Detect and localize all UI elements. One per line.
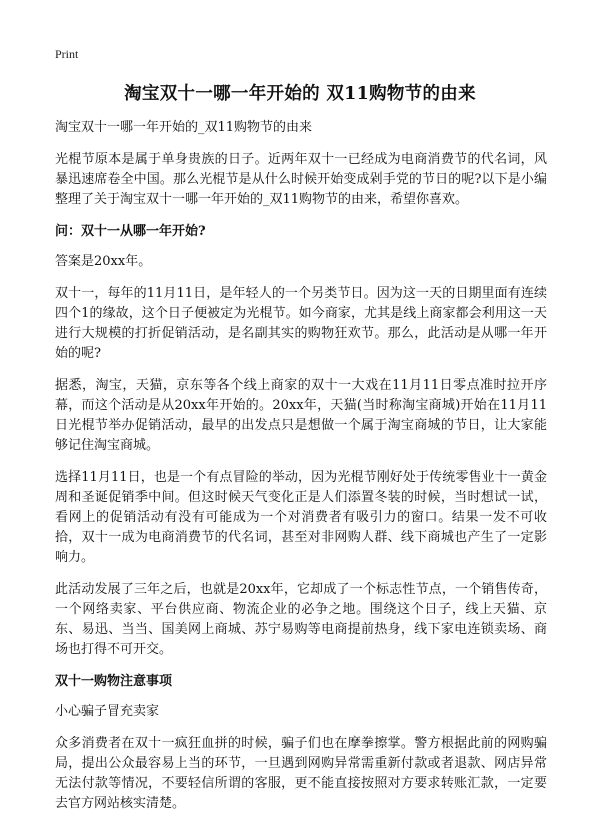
question-heading: 问：双十一从哪一年开始? xyxy=(55,224,206,239)
paragraph-4: 此活动发展了三年之后，也就是20xx年，它却成了一个标志性节点，一个销售传奇，一个网络卖家、平台供应商、物流企业的必争之地。围绕这个日子，线上天猫、京东、易迅、当当、国美网上商城、苏宁易购等电商提前热身，线下家电连锁卖场、商场也打得不可开交。 xyxy=(55,582,547,657)
intro-paragraph: 光棍节原本是属于单身贵族的日子。近两年双十一已经成为电商消费节的代名词，风暴迅速席卷全中国。那么光棍节是从什么时候开始变成剁手党的节日的呢?以下是小编整理了关于淘宝双十一哪一年开始的_双11购物节的由来，希望你喜欢。 xyxy=(55,152,547,207)
paragraph-2: 据悉，淘宝，天猫，京东等各个线上商家的双十一大戏在11月11日零点准时拉开序幕，而这个活动是从20xx年开始的。20xx年，天猫(当时称淘宝商城)开始在11月11日光棍节举办促销活动，最早的出发点只是想做一个属于淘宝商城的节日，让大家能够记住淘宝商城。 xyxy=(55,378,547,453)
paragraph-5: 众多消费者在双十一疯狂血拼的时候，骗子们也在摩拳擦掌。警方根据此前的网购骗局，提出公众最容易上当的环节，一旦遇到网购异常需重新付款或者退款、网店异常无法付款等情况，不要轻信所谓的客服，更不能直接按照对方要求转账汇款，一定要去官方网站核实清楚。 xyxy=(55,736,547,811)
notes-heading: 双十一购物注意事项 xyxy=(55,674,173,689)
paragraph-1: 双十一，每年的11月11日，是年轻人的一个另类节日。因为这一天的日期里面有连续四个1的缘故，这个日子便被定为光棍节。如今商家，尤其是线上商家都会利用这一天进行大规模的打折促销活动，是名副其实的购物狂欢节。那么，此活动是从哪一年开始的呢? xyxy=(55,286,547,361)
print-label: Print xyxy=(55,47,79,61)
paragraph-3: 选择11月11日，也是一个有点冒险的举动，因为光棍节刚好处于传统零售业十一黄金周和圣诞促销季中间。但这时候天气变化正是人们添置冬装的时候，当时想试一试，看网上的促销活动有没有可能成为一个对消费者有吸引力的窗口。结果一发不可收拾，双十一成为电商消费节的代名词，甚至对非网购人群、线下商城也产生了一定影响力。 xyxy=(55,470,547,565)
page-title: 淘宝双十一哪一年开始的 双11购物节的由来 xyxy=(124,84,476,104)
answer-paragraph: 答案是20xx年。 xyxy=(55,254,152,269)
notes-subheading: 小心骗子冒充卖家 xyxy=(55,704,160,719)
article-body xyxy=(55,118,547,826)
article-subtitle: 淘宝双十一哪一年开始的_双11购物节的由来 xyxy=(55,120,313,135)
